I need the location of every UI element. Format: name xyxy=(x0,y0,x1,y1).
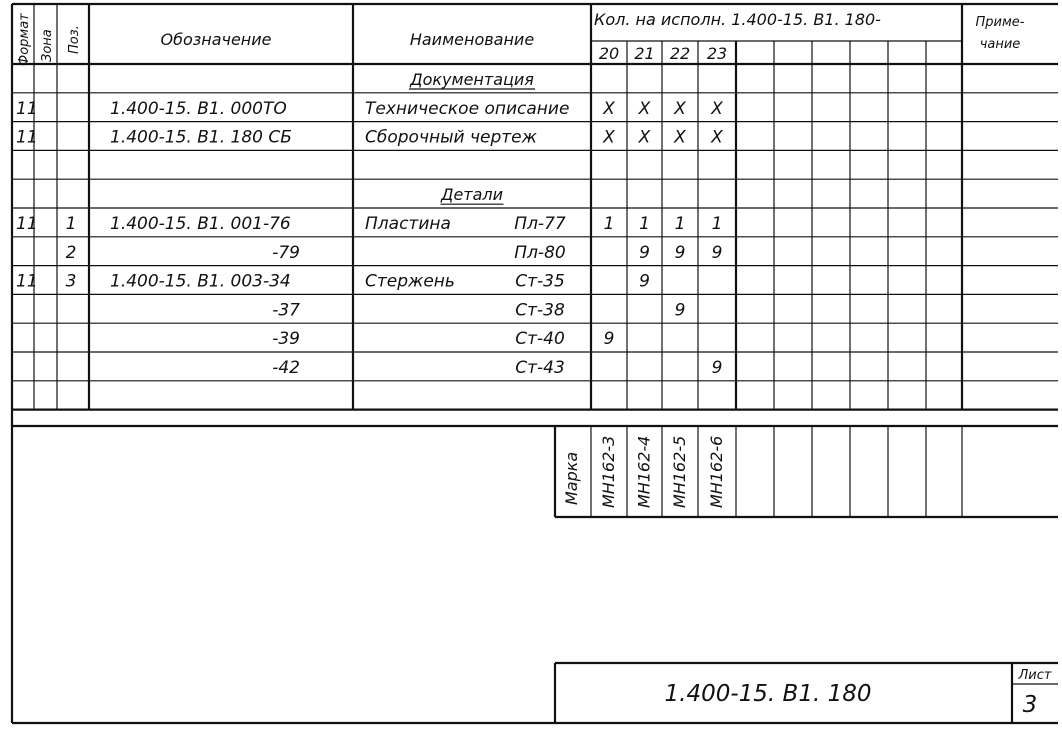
cell-qty-22: X xyxy=(674,98,686,119)
cell-qty-23: X xyxy=(711,127,723,148)
title-block-designation: 1.400-15. В1. 180 xyxy=(664,681,872,707)
cell-format: 11 xyxy=(16,271,38,292)
cell-pos: 1 xyxy=(65,214,77,234)
cell-qty-21: 9 xyxy=(639,242,650,263)
mark-value: МН162-5 xyxy=(670,435,689,508)
cell-code: Ст-40 xyxy=(515,329,565,350)
cell-qty-20: X xyxy=(603,98,615,119)
cell-designation: -39 xyxy=(272,329,300,350)
marks-section xyxy=(562,436,726,508)
cell-qty-21: X xyxy=(638,127,651,148)
table-row xyxy=(409,70,535,89)
header-name: Наименование xyxy=(409,30,535,49)
cell-qty-22: 9 xyxy=(674,242,686,263)
mark-value: МН162-6 xyxy=(707,435,726,508)
cell-section-title: Документация xyxy=(410,70,534,89)
cell-section-title: Детали xyxy=(440,185,504,205)
cell-designation: -42 xyxy=(272,358,300,378)
cell-code: Пл-77 xyxy=(514,214,566,234)
mark-value: МН162-4 xyxy=(634,435,654,508)
cell-qty-20: 9 xyxy=(603,329,615,350)
marks-label: Марка xyxy=(562,451,581,505)
cell-code: Ст-43 xyxy=(515,358,565,378)
table-row xyxy=(272,300,685,320)
cell-designation: -79 xyxy=(272,242,300,263)
cell-format: 11 xyxy=(16,214,38,234)
cell-qty-21: 9 xyxy=(639,271,650,292)
header-designation: Обозначение xyxy=(160,30,272,49)
header-format: Формат xyxy=(17,13,32,66)
cell-qty-23: 1 xyxy=(711,214,723,234)
sheet-label: Лист xyxy=(1018,668,1052,683)
header-zone: Зона xyxy=(40,29,55,62)
variant-header-23: 23 xyxy=(706,44,728,63)
cell-code: Пл-80 xyxy=(514,242,566,263)
cell-qty-23: X xyxy=(711,98,723,119)
cell-format: 11 xyxy=(16,127,38,148)
sheet-number: 3 xyxy=(1022,692,1038,718)
cell-qty-22: X xyxy=(674,127,686,148)
cell-qty-23: 9 xyxy=(711,358,723,378)
table-row xyxy=(16,272,650,292)
cell-name: Сборочный чертеж xyxy=(365,127,537,148)
cell-designation: 1.400-15. В1. 001-76 xyxy=(110,214,291,234)
cell-qty-23: 9 xyxy=(711,242,723,263)
cell-name: Стержень xyxy=(365,271,455,292)
variant-header-22: 22 xyxy=(669,44,691,63)
table-header xyxy=(17,10,1025,66)
table-row xyxy=(440,185,504,204)
cell-pos: 2 xyxy=(65,242,77,263)
table-row xyxy=(272,329,614,349)
cell-designation: 1.400-15. В1. 003-34 xyxy=(110,271,291,292)
header-note-line2: чание xyxy=(979,37,1021,52)
header-qty-title: Кол. на исполн. 1.400-15. В1. 180- xyxy=(594,10,881,29)
table-body xyxy=(16,70,723,378)
cell-qty-21: X xyxy=(638,98,651,119)
cell-format: 11 xyxy=(16,98,38,119)
cell-qty-20: 1 xyxy=(603,214,615,234)
cell-code: Ст-38 xyxy=(515,300,565,321)
mark-value: МН162-3 xyxy=(599,435,618,508)
cell-designation: -37 xyxy=(272,300,300,321)
title-block xyxy=(555,663,1058,723)
cell-qty-22: 9 xyxy=(674,300,686,321)
cell-name: Техническое описание xyxy=(365,98,570,119)
header-pos: Поз. xyxy=(67,25,82,54)
table-row xyxy=(16,214,722,234)
cell-designation: 1.400-15. В1. 000ТО xyxy=(110,98,287,119)
table-row xyxy=(272,358,722,378)
table-row xyxy=(66,243,723,263)
table-row xyxy=(16,128,723,148)
cell-qty-20: X xyxy=(603,127,615,148)
header-note-line1: Приме- xyxy=(975,15,1025,30)
variant-header-21: 21 xyxy=(634,44,655,63)
cell-qty-22: 1 xyxy=(674,214,686,234)
cell-qty-21: 1 xyxy=(639,214,650,234)
cell-designation: 1.400-15. В1. 180 СБ xyxy=(110,127,292,148)
cell-name: Пластина xyxy=(365,214,451,234)
cell-code: Ст-35 xyxy=(515,271,565,292)
variant-header-20: 20 xyxy=(598,44,620,63)
variant-headers xyxy=(599,44,727,63)
cell-pos: 3 xyxy=(65,271,77,292)
table-row xyxy=(16,99,723,119)
